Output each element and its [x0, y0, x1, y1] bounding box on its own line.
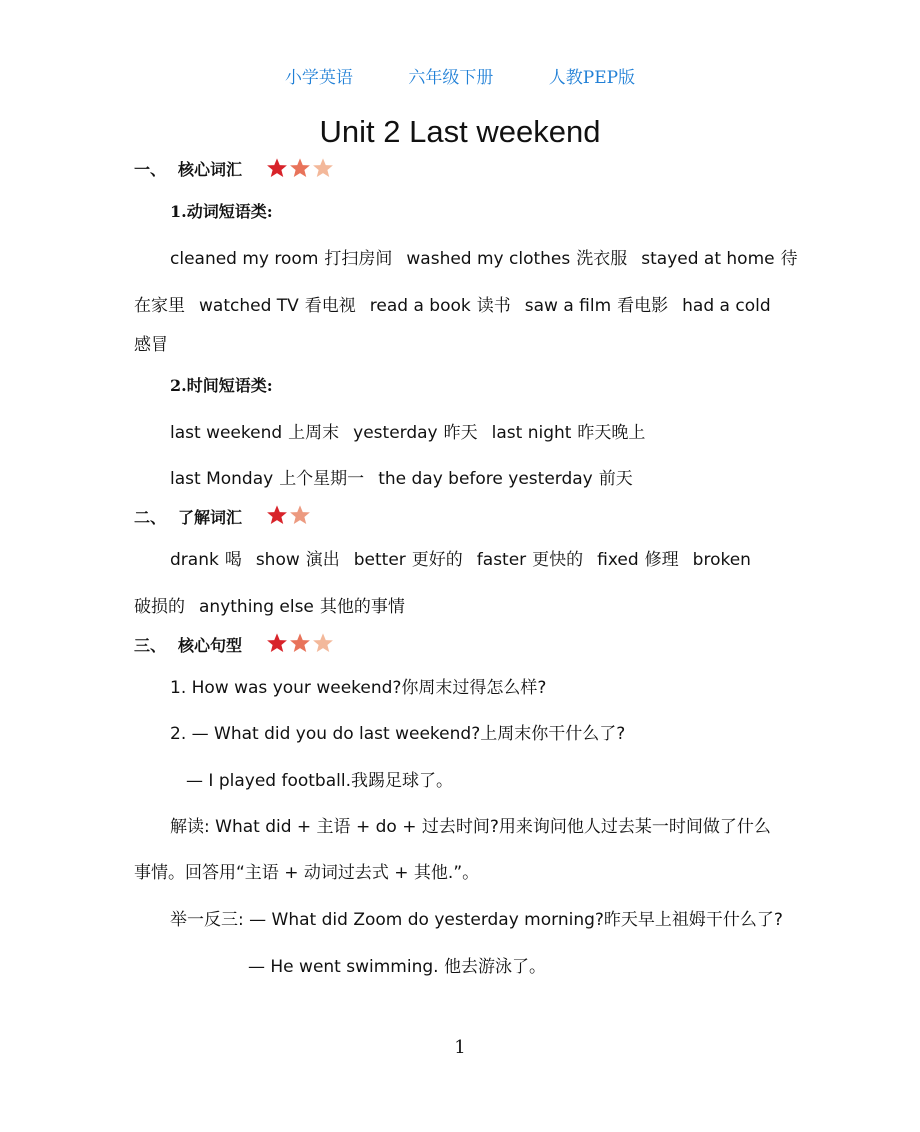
- star-icon: [266, 504, 288, 526]
- vocab-line-1: [170, 248, 798, 270]
- sentence-3: — I played football.我踢足球了。: [186, 771, 453, 791]
- header-grade: 六年级下册: [408, 68, 494, 88]
- word-cn: 更好的: [411, 550, 463, 570]
- word-cn: 更快的: [532, 550, 584, 570]
- phrase-cn: 上周末: [288, 423, 340, 443]
- page-header: [0, 67, 920, 89]
- section-number: 二、: [134, 508, 167, 527]
- rating-stars-core-vocab: [266, 157, 334, 179]
- header-subject: 小学英语: [284, 68, 353, 88]
- phrase-en: read a book: [369, 296, 471, 316]
- phrase-cn: 读书: [476, 296, 511, 316]
- word-cn: 破损的: [134, 597, 185, 617]
- page-number: 1: [454, 1037, 466, 1058]
- word-en: faster: [476, 550, 527, 570]
- phrase-en: last night: [491, 423, 572, 443]
- phrase-cn: 打扫房间: [324, 249, 393, 269]
- star-icon: [289, 632, 311, 654]
- section-number: 一、: [134, 160, 167, 179]
- section-number: 三、: [134, 636, 167, 655]
- phrase-cn: 在家里: [134, 296, 185, 316]
- phrase-en: the day before yesterday: [378, 469, 593, 489]
- section-label: 核心句型: [178, 636, 243, 655]
- know-line-2: [134, 596, 405, 618]
- vocab-line-2: [134, 295, 771, 317]
- star-icon: [289, 504, 311, 526]
- subheading-time-phrases: 2.时间短语类:: [170, 376, 273, 395]
- word-cn: 演出: [305, 550, 340, 570]
- phrase-en: cleaned my room: [170, 249, 319, 269]
- phrase-cn: 待: [780, 249, 798, 269]
- section-label: 了解词汇: [178, 508, 243, 527]
- time-line-1: [170, 422, 645, 444]
- phrase-en: had a cold: [682, 296, 771, 316]
- sentence-2: 2. — What did you do last weekend?上周末你干什么了?: [170, 724, 626, 744]
- star-icon: [266, 157, 288, 179]
- phrase-cn: 昨天: [443, 423, 478, 443]
- rating-stars-core-sentences: [266, 632, 334, 654]
- phrase-en: yesterday: [353, 423, 438, 443]
- word-en: better: [353, 550, 406, 570]
- word-en: anything else: [199, 597, 314, 617]
- section-know-vocab-heading: [134, 507, 242, 529]
- phrase-cn: 洗衣服: [576, 249, 628, 269]
- section-label: 核心词汇: [178, 160, 243, 179]
- phrase-cn: 昨天晚上: [577, 423, 646, 443]
- time-line-2: [170, 468, 633, 490]
- phrase-cn: 看电视: [304, 296, 356, 316]
- know-line-1: [170, 549, 751, 571]
- phrase-en: watched TV: [199, 296, 299, 316]
- word-cn: 其他的事情: [319, 597, 405, 617]
- star-icon: [312, 157, 334, 179]
- phrase-cn: 上个星期一: [279, 469, 365, 489]
- word-cn: 修理: [644, 550, 679, 570]
- word-en: broken: [692, 550, 751, 570]
- phrase-en: washed my clothes: [406, 249, 571, 269]
- section-core-vocab-heading: [134, 159, 242, 181]
- explanation-line-2: 事情。回答用“主语 + 动词过去式 + 其他.”。: [134, 863, 480, 883]
- subheading-verb-phrases: 1.动词短语类:: [170, 202, 273, 221]
- rating-stars-know-vocab: [266, 504, 311, 526]
- word-en: drank: [170, 550, 219, 570]
- star-icon: [312, 632, 334, 654]
- example-line-1: 举一反三: — What did Zoom do yesterday morning?昨天早上祖姆干什么了?: [170, 910, 783, 930]
- phrase-cn: 前天: [598, 469, 633, 489]
- section-core-sentences-heading: [134, 635, 242, 657]
- phrase-en: saw a film: [524, 296, 612, 316]
- word-cn: 喝: [224, 550, 242, 570]
- explanation-line-1: 解读: What did + 主语 + do + 过去时间?用来询问他人过去某一时间做了什么: [170, 817, 771, 837]
- word-en: fixed: [597, 550, 639, 570]
- word-en: show: [255, 550, 300, 570]
- header-edition: 人教PEP版: [548, 68, 636, 88]
- page-title: Unit 2 Last weekend: [319, 114, 601, 149]
- phrase-en: stayed at home: [641, 249, 775, 269]
- star-icon: [289, 157, 311, 179]
- sentence-1: 1. How was your weekend?你周末过得怎么样?: [170, 678, 547, 698]
- vocab-line-3: 感冒: [134, 335, 168, 355]
- star-icon: [266, 632, 288, 654]
- example-line-2: — He went swimming. 他去游泳了。: [248, 957, 546, 977]
- phrase-cn: 看电影: [617, 296, 669, 316]
- phrase-en: last weekend: [170, 423, 283, 443]
- phrase-en: last Monday: [170, 469, 274, 489]
